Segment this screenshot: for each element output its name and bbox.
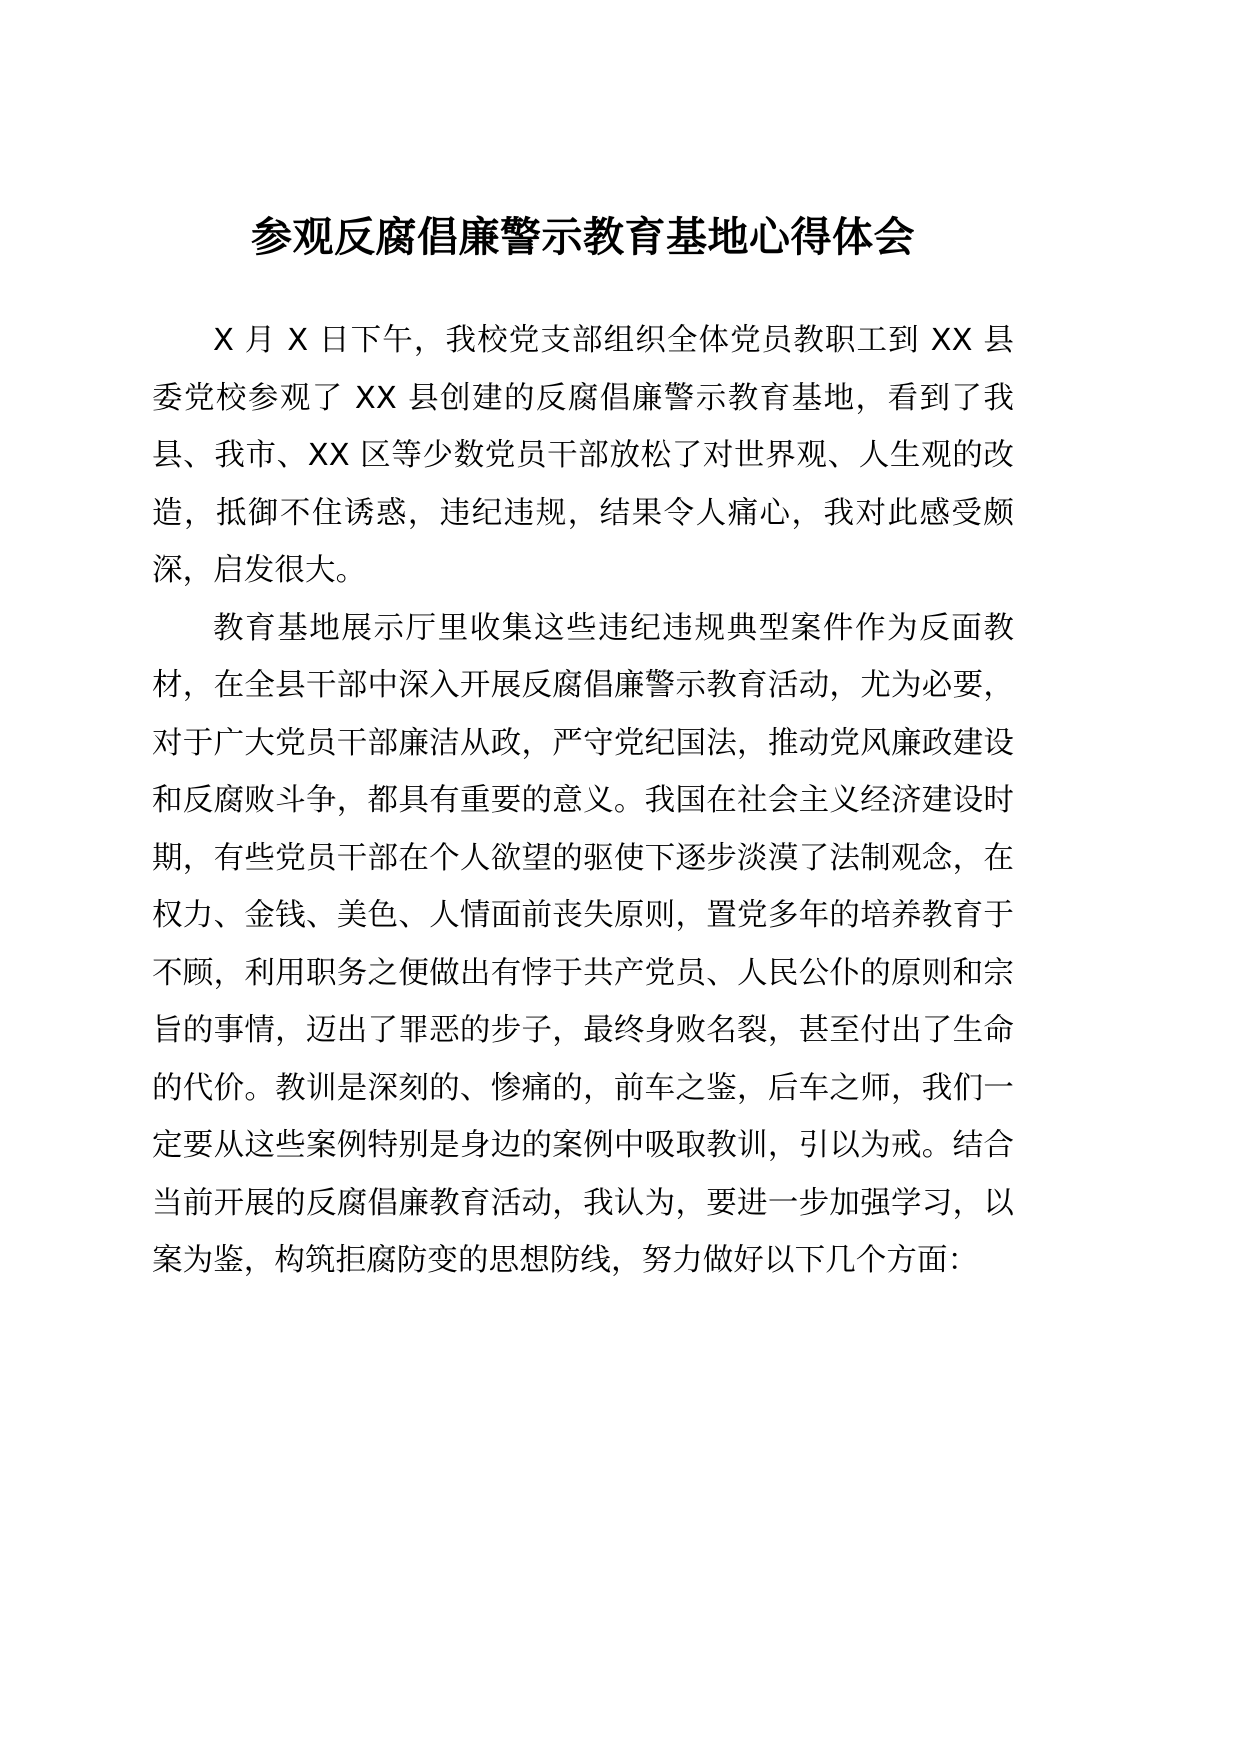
- paragraph-1: X 月 X 日下午，我校党支部组织全体党员教职工到 XX 县委党校参观了 XX 县创建的反腐倡廉警示教育基地，看到了我县、我市、XX 区等少数党员干部放松了对世界观、人生观的改造，抵御不住诱惑，违纪违规，结果令人痛心，我对此感受颇深，启发很大。: [152, 323, 1014, 589]
- document-body: [152, 0, 1014, 1290]
- paragraph-2: 教育基地展示厅里收集这些违纪违规典型案件作为反面教材，在全县干部中深入开展反腐倡廉警示教育活动，尤为必要，对于广大党员干部廉洁从政，严守党纪国法，推动党风廉政建设和反腐败斗争，都具有重要的意义。我国在社会主义经济建设时期，有些党员干部在个人欲望的驱使下逐步淡漠了法制观念，在权力、金钱、美色、人情面前丧失原则，置党多年的培养教育于不顾，利用职务之便做出有悖于共产党员、人民公仆的原则和宗旨的事情，迈出了罪恶的步子，最终身败名裂，甚至付出了生命的代价。教训是深刻的、惨痛的，前车之鉴，后车之师，我们一定要从这些案例特别是身边的案例中吸取教训，引以为戒。结合当前开展的反腐倡廉教育活动，我认为，要进一步加强学习，以案为鉴，构筑拒腐防变的思想防线，努力做好以下几个方面：: [152, 610, 1014, 1279]
- page-title: 参观反腐倡廉警示教育基地心得体会: [251, 213, 915, 261]
